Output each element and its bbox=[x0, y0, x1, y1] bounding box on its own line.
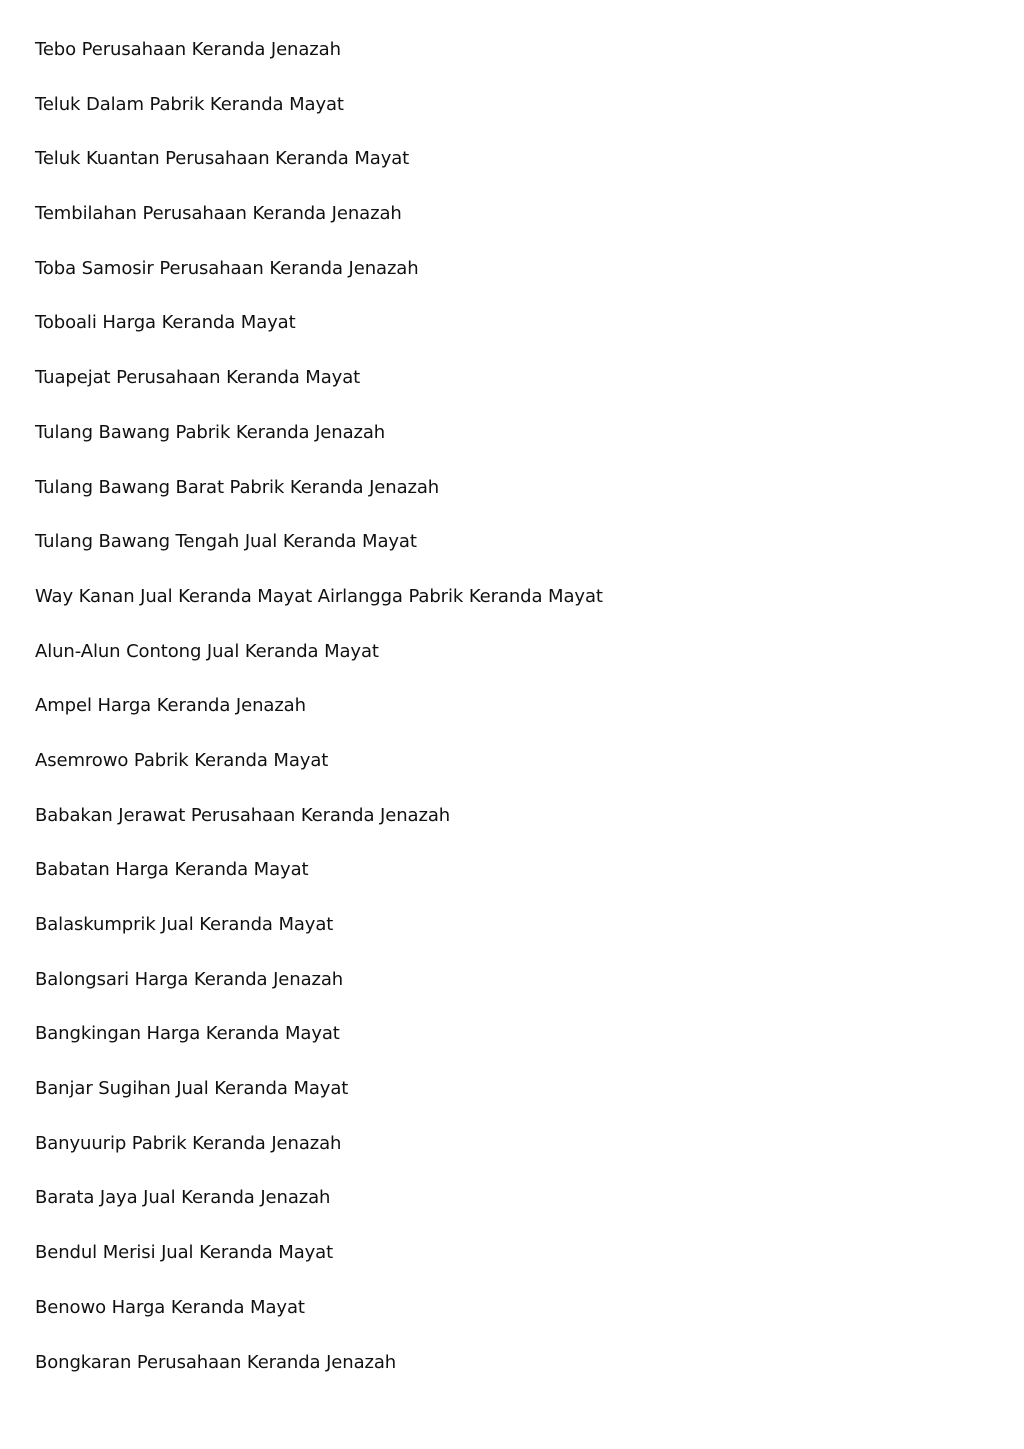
line-text: Tulang Bawang Barat Pabrik Keranda Jenazah bbox=[35, 476, 440, 498]
line-text: Balongsari Harga Keranda Jenazah bbox=[35, 968, 344, 990]
line-text: Babatan Harga Keranda Mayat bbox=[35, 859, 309, 881]
line-text: Teluk Kuantan Perusahaan Keranda Mayat bbox=[35, 148, 410, 170]
line-text: Balaskumprik Jual Keranda Mayat bbox=[35, 914, 334, 935]
line-text: Banyuurip Pabrik Keranda Jenazah bbox=[35, 1132, 342, 1154]
list-item bbox=[35, 93, 603, 148]
line-text: Banjar Sugihan Jual Keranda Mayat bbox=[35, 1078, 349, 1100]
list-item bbox=[35, 1296, 603, 1351]
list-item bbox=[35, 202, 603, 257]
line-text: Tembilahan Perusahaan Keranda Jenazah bbox=[35, 203, 402, 225]
list-item bbox=[35, 1241, 603, 1296]
list-item bbox=[35, 694, 603, 749]
line-text: Asemrowo Pabrik Keranda Mayat bbox=[35, 749, 329, 771]
list-item bbox=[35, 421, 603, 476]
list-item bbox=[35, 1132, 603, 1187]
list-item bbox=[35, 1186, 603, 1241]
list-item bbox=[35, 804, 603, 859]
line-text: Toba Samosir Perusahaan Keranda Jenazah bbox=[35, 257, 419, 279]
line-text: Bangkingan Harga Keranda Mayat bbox=[35, 1023, 340, 1045]
line-text: Babakan Jerawat Perusahaan Keranda Jenazah bbox=[35, 804, 451, 826]
list-item bbox=[35, 311, 603, 366]
line-text: Toboali Harga Keranda Mayat bbox=[35, 312, 296, 334]
list-item bbox=[35, 147, 603, 202]
line-text: Way Kanan Jual Keranda Mayat Airlangga Pabrik Keranda Mayat bbox=[35, 585, 603, 607]
list-item bbox=[35, 585, 603, 640]
list-item bbox=[35, 1077, 603, 1132]
list-item bbox=[35, 968, 603, 1023]
list-item bbox=[35, 38, 603, 93]
list-item bbox=[35, 640, 603, 695]
list-item bbox=[35, 858, 603, 913]
text-line-list bbox=[35, 38, 603, 1405]
line-text: Bendul Merisi Jual Keranda Mayat bbox=[35, 1242, 334, 1264]
line-text: Benowo Harga Keranda Mayat bbox=[35, 1296, 305, 1318]
line-text: Tuapejat Perusahaan Keranda Mayat bbox=[35, 367, 361, 389]
list-item bbox=[35, 1351, 603, 1406]
line-text: Bongkaran Perusahaan Keranda Jenazah bbox=[35, 1351, 397, 1373]
line-text: Teluk Dalam Pabrik Keranda Mayat bbox=[35, 93, 344, 115]
list-item bbox=[35, 530, 603, 585]
list-item bbox=[35, 749, 603, 804]
list-item bbox=[35, 366, 603, 421]
list-item bbox=[35, 913, 603, 968]
line-text: Barata Jaya Jual Keranda Jenazah bbox=[35, 1187, 331, 1209]
line-text: Ampel Harga Keranda Jenazah bbox=[35, 695, 306, 717]
line-text: Alun-Alun Contong Jual Keranda Mayat bbox=[35, 640, 379, 662]
line-text: Tulang Bawang Pabrik Keranda Jenazah bbox=[35, 421, 386, 443]
line-text: Tulang Bawang Tengah Jual Keranda Mayat bbox=[35, 531, 417, 553]
list-item bbox=[35, 476, 603, 531]
line-text: Tebo Perusahaan Keranda Jenazah bbox=[35, 39, 341, 60]
list-item bbox=[35, 1022, 603, 1077]
list-item bbox=[35, 257, 603, 312]
